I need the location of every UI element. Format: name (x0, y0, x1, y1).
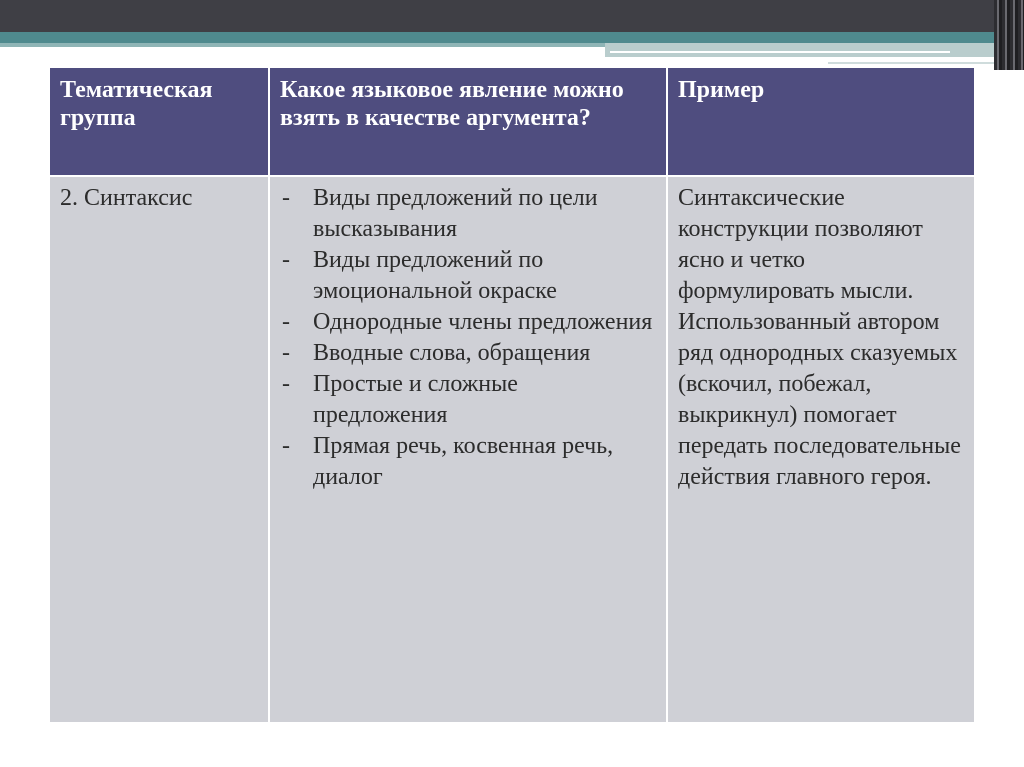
syntax-table (50, 68, 974, 722)
slide-header-bar (0, 0, 1024, 32)
list-item (280, 431, 656, 493)
slide-header-divider (610, 51, 950, 53)
header-example: Пример (668, 68, 974, 175)
slide-header-block (605, 43, 1024, 57)
list-item (280, 183, 656, 245)
header-thematic-group: Тематическая группа (50, 68, 268, 175)
list-item-text: Однородные члены предложения (313, 309, 653, 335)
list-item (280, 369, 656, 431)
bullet-dash: - (282, 185, 290, 211)
slide-corner-stripes (994, 0, 1024, 70)
slide-header-line (0, 43, 610, 47)
list-item-text: Вводные слова, обращения (313, 340, 591, 366)
phenomena-list (280, 183, 656, 493)
list-item (280, 307, 656, 338)
list-item (280, 245, 656, 307)
cell-group: 2. Синтаксис (50, 177, 268, 722)
bullet-dash: - (282, 433, 290, 459)
bullet-dash: - (282, 309, 290, 335)
bullet-dash: - (282, 340, 290, 366)
list-item-text: Простые и сложные предложения (313, 371, 518, 428)
list-item-text: Виды предложений по эмоциональной окраске (313, 247, 557, 304)
slide-header-band (0, 32, 1024, 43)
cell-phenomena (270, 177, 666, 722)
header-language-phenomenon: Какое языковое явление можно взять в качестве аргумента? (270, 68, 666, 175)
list-item-text: Прямая речь, косвенная речь, диалог (313, 433, 614, 490)
bullet-dash: - (282, 371, 290, 397)
list-item-text: Виды предложений по цели высказывания (313, 185, 598, 242)
list-item (280, 338, 656, 369)
cell-example: Синтаксические конструкции позволяют ясно и четко формулировать мысли. Использованный автором ряд однородных сказуемых (вскочил, побежал, выкрикнул) помогает передать последовательные действия главного героя. (668, 177, 974, 722)
bullet-dash: - (282, 247, 290, 273)
